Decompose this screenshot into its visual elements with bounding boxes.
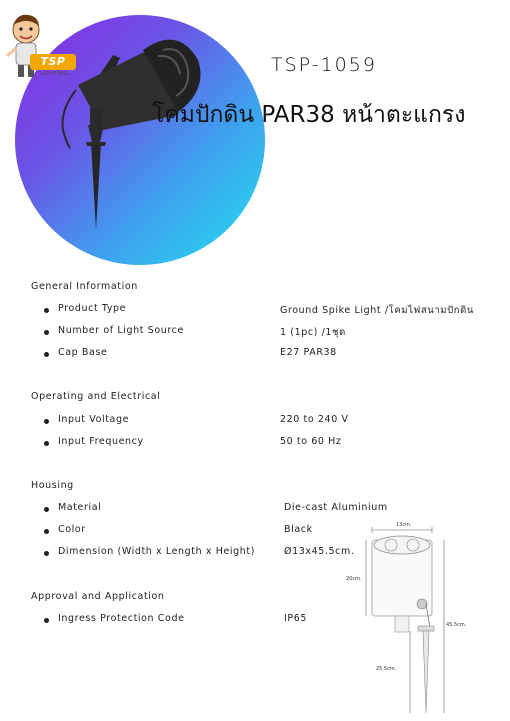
bullet-icon	[44, 441, 49, 446]
spec-label: Dimension (Width x Length x Height)	[58, 546, 256, 557]
section-heading-operating: Operating and Electrical	[31, 391, 161, 402]
section-heading-housing: Housing	[31, 480, 74, 491]
bullet-icon	[44, 618, 49, 623]
dimension-diagram	[340, 518, 510, 718]
bullet-icon	[44, 507, 49, 512]
spec-label: Material	[58, 502, 102, 513]
spec-value: Ø13x45.5cm.	[284, 546, 355, 557]
bullet-icon	[44, 352, 49, 357]
bullet-icon	[44, 551, 49, 556]
spec-label: Input Frequency	[58, 436, 144, 447]
bullet-icon	[44, 308, 49, 313]
total-height-label: 45.5cm.	[446, 622, 467, 628]
spec-value: 50 to 60 Hz	[280, 436, 342, 447]
bullet-icon	[44, 330, 49, 335]
spec-label: Color	[58, 524, 86, 535]
spec-row	[44, 325, 504, 339]
spec-label: Cap Base	[58, 347, 108, 358]
spec-value: E27 PAR38	[280, 347, 337, 358]
spec-value: Ground Spike Light /โคมไฟสนามปักดิน	[280, 305, 474, 316]
spec-row	[44, 303, 504, 317]
spec-value: 1 (1pc) /1ชุด	[280, 327, 346, 338]
model-number: TSP-1059	[271, 54, 377, 76]
spec-value: IP65	[284, 613, 308, 624]
spec-value: Die-cast Aluminium	[284, 502, 388, 513]
head-height-label: 20cm.	[346, 576, 362, 582]
spec-row	[44, 502, 504, 516]
spec-value: Black	[284, 524, 313, 535]
spike-length-label: 25.5cm.	[376, 666, 397, 672]
width-label: 13cm.	[396, 522, 412, 528]
spec-row	[44, 347, 504, 361]
product-title: โคมปักดิน PAR38 หน้าตะแกรง	[152, 102, 466, 128]
section-heading-approval: Approval and Application	[31, 591, 165, 602]
spec-row	[44, 436, 504, 450]
spec-label: Product Type	[58, 303, 127, 314]
logo-subtext: LIGHTING	[39, 71, 69, 77]
logo-badge: TSP	[30, 54, 76, 70]
spec-value: 220 to 240 V	[280, 414, 349, 425]
section-heading-general: General Information	[31, 281, 138, 292]
spec-row	[44, 414, 504, 428]
spec-label: Ingress Protection Code	[58, 613, 185, 624]
bullet-icon	[44, 419, 49, 424]
spec-label: Number of Light Source	[58, 325, 184, 336]
bullet-icon	[44, 529, 49, 534]
spec-label: Input Voltage	[58, 414, 130, 425]
